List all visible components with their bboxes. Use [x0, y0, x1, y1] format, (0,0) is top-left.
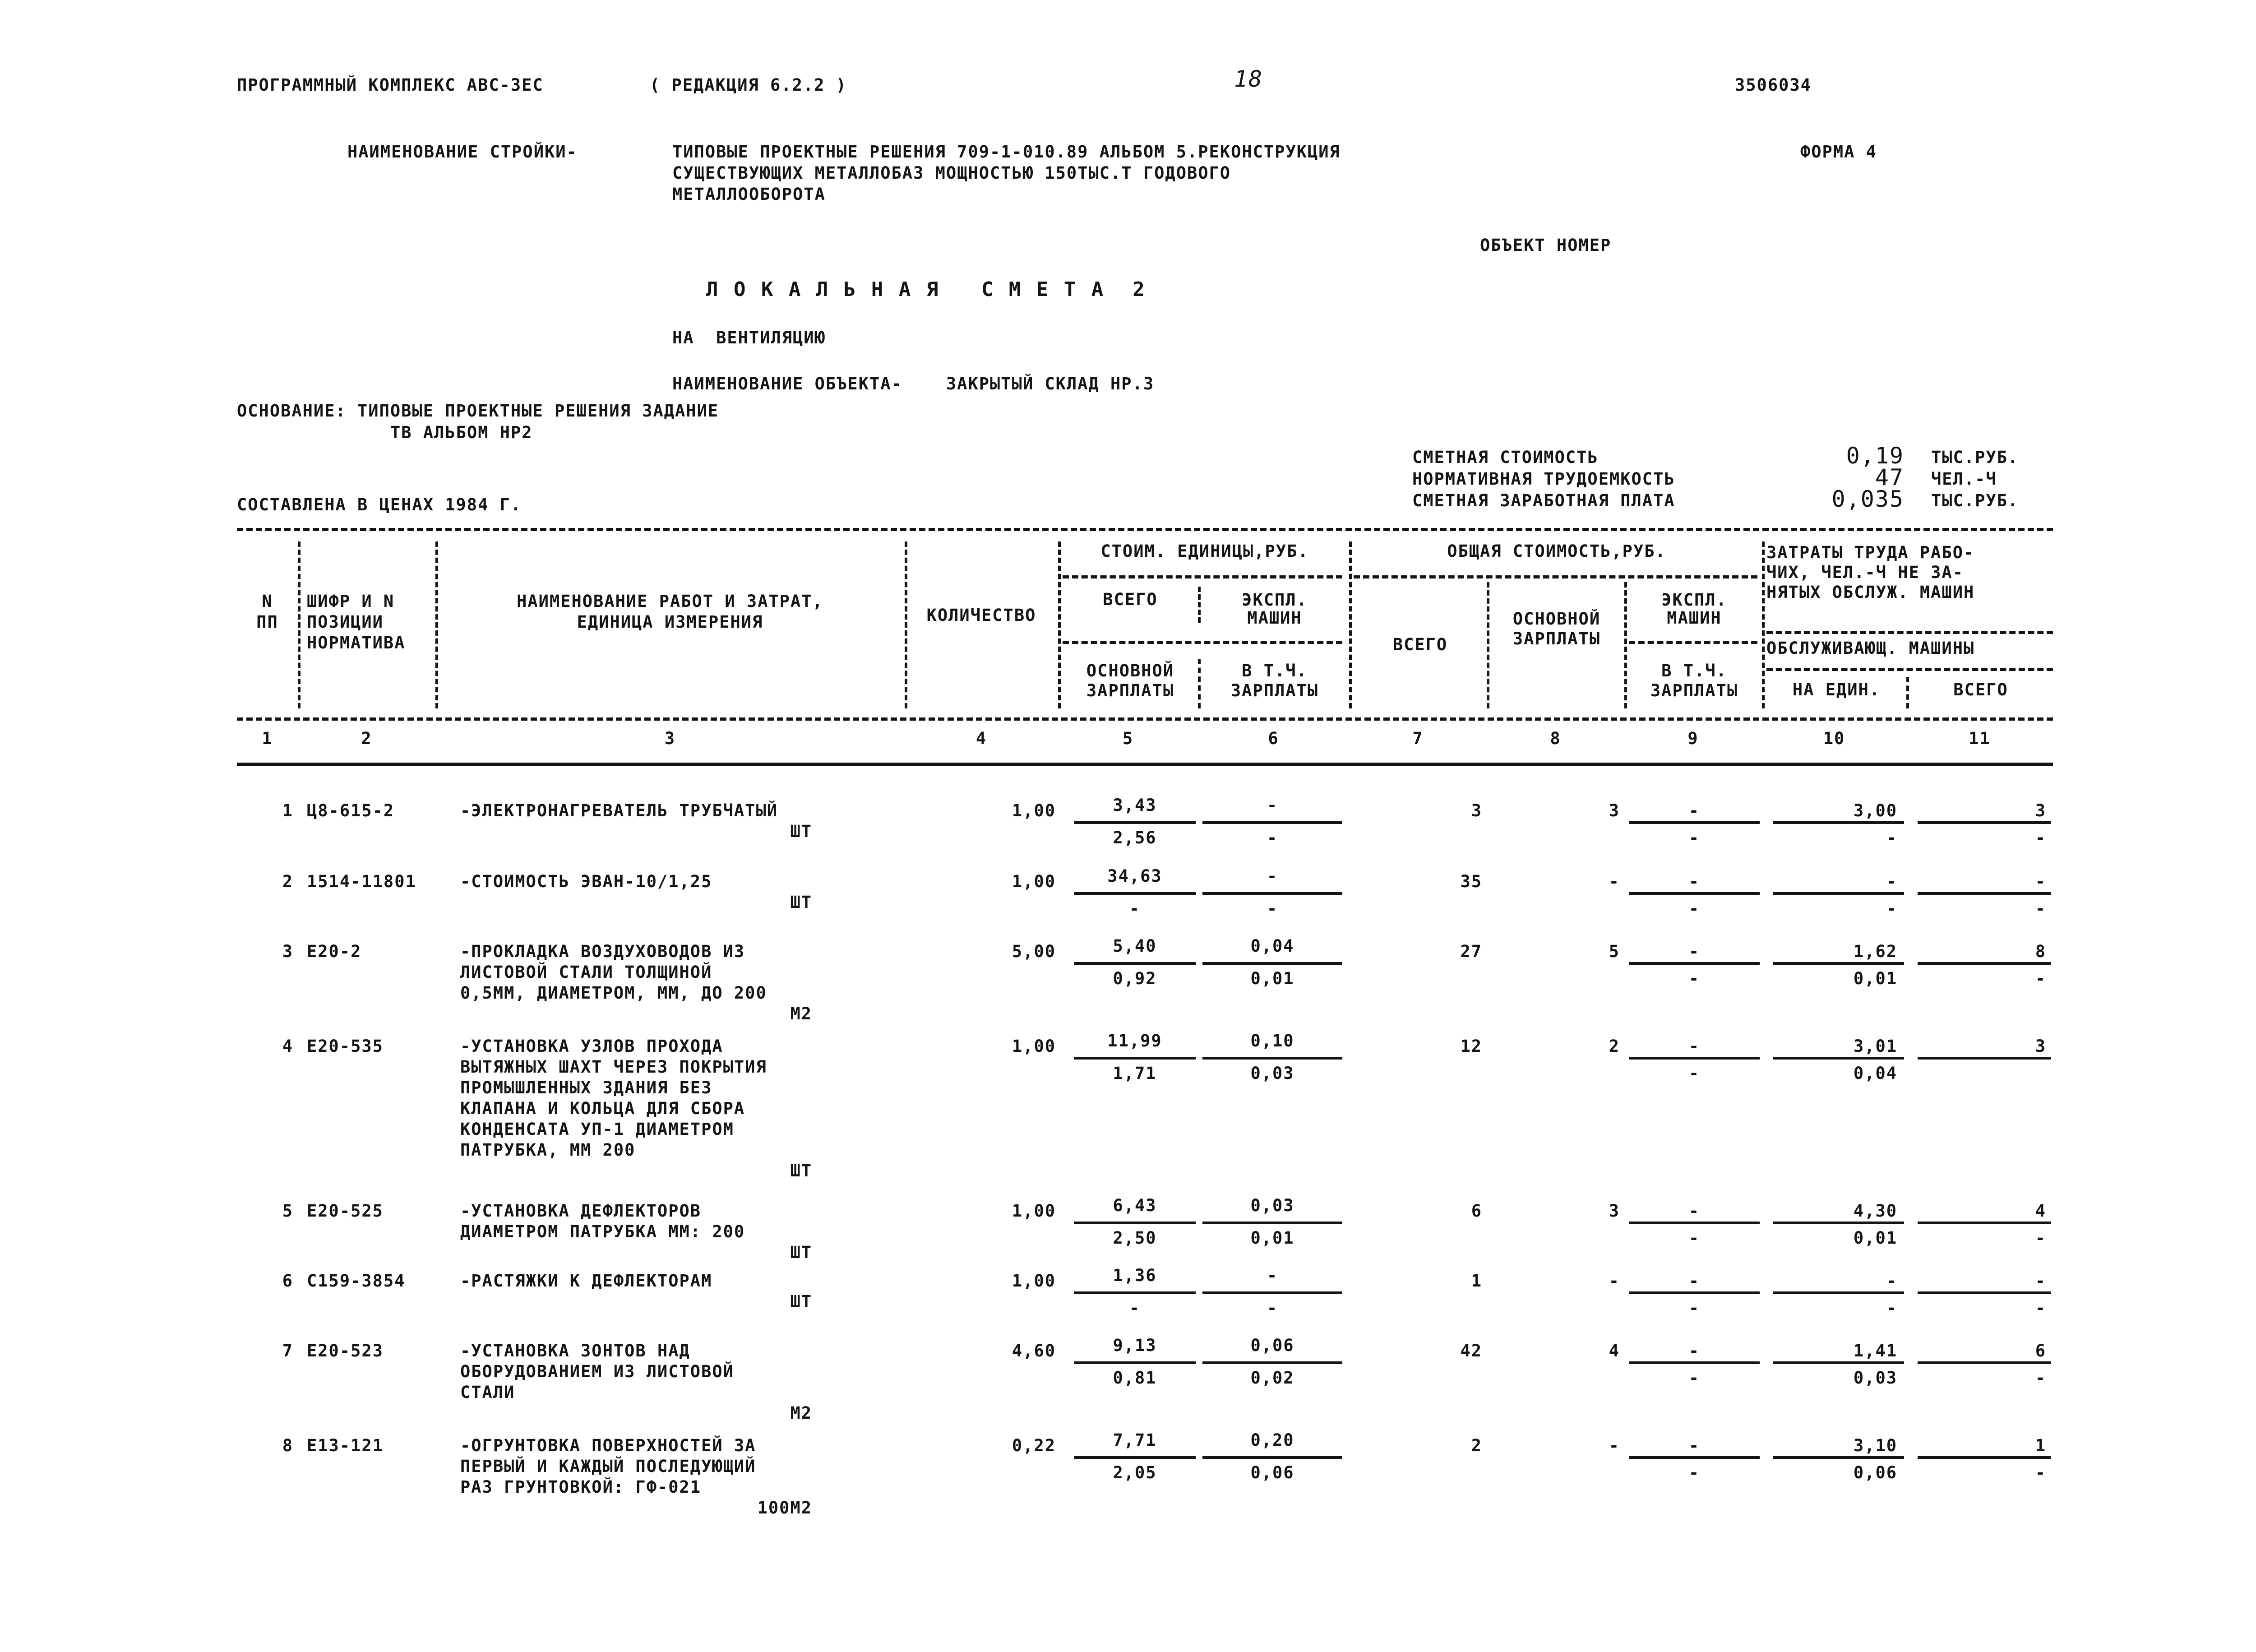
th-labor-service: ОБСЛУЖИВАЮЩ. МАШИНЫ — [1766, 639, 1975, 658]
row-unit-wage: 2,05 — [1113, 1463, 1157, 1482]
summary-value-labor: 47 — [1875, 464, 1904, 491]
construction-name-line-3: МЕТАЛЛООБОРОТА — [672, 185, 826, 204]
row-code: Ц8-615-2 — [307, 801, 395, 820]
row-code: Е13-121 — [307, 1436, 384, 1455]
th-labor-total: ВСЕГО — [1953, 680, 2008, 699]
row-labor-unit-service: 0,01 — [1853, 969, 1897, 988]
col-number-11: 11 — [1969, 729, 1991, 748]
col-number-3: 3 — [664, 729, 676, 748]
row-work-name-line: ОБОРУДОВАНИЕМ ИЗ ЛИСТОВОЙ — [460, 1362, 734, 1381]
page-number: 18 — [1234, 66, 1263, 92]
th-unit-cost: СТОИМ. ЕДИНИЦЫ,РУБ. — [1100, 541, 1309, 561]
row-unit-total: 11,99 — [1107, 1031, 1162, 1050]
col-separator — [1349, 541, 1352, 708]
header-bottom-rule — [237, 763, 2053, 766]
row-unit-machines: - — [1267, 796, 1278, 815]
row-unit-total: 34,63 — [1107, 866, 1162, 886]
construction-name-line-1: ТИПОВЫЕ ПРОЕКТНЫЕ РЕШЕНИЯ 709-1-010.89 АЛЬБОМ 5.РЕКОНСТРУКЦИЯ — [672, 142, 1341, 162]
row-unit-divider — [1074, 821, 1196, 824]
row-base-wage: - — [1609, 1436, 1620, 1455]
row-quantity: 1,00 — [1012, 1037, 1056, 1056]
row-unit: ШТ — [790, 822, 812, 841]
row-labor-unit: - — [1886, 872, 1897, 891]
row-labor-unit: - — [1886, 1271, 1897, 1291]
row-unit: ШТ — [790, 1243, 812, 1262]
row-quantity: 1,00 — [1012, 1271, 1056, 1291]
row-unit-wage: 0,81 — [1113, 1368, 1157, 1388]
document-title: Л О К А Л Ь Н А Я С М Е Т А 2 — [706, 278, 1146, 301]
row-labor-divider — [1773, 1291, 1904, 1294]
row-unit-machines: 0,10 — [1250, 1031, 1294, 1050]
row-labor-total: 6 — [2035, 1341, 2046, 1360]
row-unit-wage: - — [1129, 899, 1141, 918]
col-separator — [1762, 541, 1765, 708]
row-unit-machine-wage: 0,03 — [1250, 1064, 1294, 1083]
row-number: 2 — [282, 872, 293, 891]
col-separator — [1198, 587, 1201, 623]
row-unit-divider — [1202, 1057, 1342, 1060]
summary-unit-cost: ТЫС.РУБ. — [1931, 448, 2019, 467]
row-labor-unit-service: 0,03 — [1853, 1368, 1897, 1388]
row-work-name-line: -ОГРУНТОВКА ПОВЕРХНОСТЕЙ ЗА — [460, 1436, 756, 1455]
row-unit-machines: - — [1267, 1266, 1278, 1285]
row-base-wage: - — [1609, 872, 1620, 891]
row-labor-unit-service: 0,04 — [1853, 1064, 1897, 1083]
row-unit-total: 9,13 — [1113, 1336, 1157, 1355]
th-total-incl-wage: В Т.Ч. ЗАРПЛАТЫ — [1650, 661, 1738, 700]
row-unit-machine-wage: 0,06 — [1250, 1463, 1294, 1482]
summary-label-wage: СМЕТНАЯ ЗАРАБОТНАЯ ПЛАТА — [1412, 491, 1675, 510]
col-number-7: 7 — [1412, 729, 1424, 748]
row-quantity: 5,00 — [1012, 942, 1056, 961]
row-unit: ШТ — [790, 1292, 812, 1311]
row-work-name-line: КЛАПАНА И КОЛЬЦА ДЛЯ СБОРА — [460, 1099, 745, 1118]
row-quantity: 1,00 — [1012, 872, 1056, 891]
row-unit-divider — [1074, 892, 1196, 895]
row-total-divider — [1629, 1057, 1760, 1060]
row-base-wage: 4 — [1609, 1341, 1620, 1360]
row-unit-divider — [1202, 1361, 1342, 1364]
row-work-name-line: -ЭЛЕКТРОНАГРЕВАТЕЛЬ ТРУБЧАТЫЙ — [460, 801, 778, 820]
summary-unit-wage: ТЫС.РУБ. — [1931, 491, 2019, 510]
basis-line-1: ОСНОВАНИЕ: ТИПОВЫЕ ПРОЕКТНЫЕ РЕШЕНИЯ ЗАДАНИЕ — [237, 401, 719, 421]
th-total-base-wage: ОСНОВНОЙ ЗАРПЛАТЫ — [1512, 609, 1601, 648]
row-unit-divider — [1202, 1291, 1342, 1294]
row-labor-divider — [1773, 1222, 1904, 1224]
row-work-name-line: -ПРОКЛАДКА ВОЗДУХОВОДОВ ИЗ — [460, 942, 745, 961]
col-number-1: 1 — [262, 729, 273, 748]
row-labor-divider — [1918, 1057, 2051, 1060]
row-unit-total: 1,36 — [1113, 1266, 1157, 1285]
form-label: ФОРМА 4 — [1800, 142, 1877, 162]
row-machine-wage: - — [1688, 1463, 1700, 1482]
row-unit: ШТ — [790, 893, 812, 912]
row-machine-wage: - — [1688, 1228, 1700, 1248]
row-labor-total: 1 — [2035, 1436, 2046, 1455]
row-unit-divider — [1202, 1222, 1342, 1224]
row-unit-divider — [1202, 821, 1342, 824]
row-work-name-line: РАЗ ГРУНТОВКОЙ: ГФ-021 — [460, 1477, 702, 1497]
th-labor-unit: НА ЕДИН. — [1792, 680, 1881, 699]
basis-line-2: ТВ АЛЬБОМ НР2 — [390, 423, 533, 442]
col-separator — [1906, 677, 1909, 708]
row-code: Е20-535 — [307, 1037, 384, 1056]
col-number-5: 5 — [1122, 729, 1134, 748]
row-number: 3 — [282, 942, 293, 961]
row-unit-total: 3,43 — [1113, 796, 1157, 815]
row-code: Е20-2 — [307, 942, 362, 961]
object-number-label: ОБЪЕКТ НОМЕР — [1480, 236, 1612, 255]
row-unit-total: 5,40 — [1113, 936, 1157, 956]
object-name: НАИМЕНОВАНИЕ ОБЪЕКТА- ЗАКРЫТЫЙ СКЛАД НР.3 — [672, 374, 1155, 393]
th-unit-total: ВСЕГО — [1103, 590, 1158, 609]
row-unit: М2 — [790, 1004, 812, 1023]
row-unit-machines: 0,04 — [1250, 936, 1294, 956]
header-sub-rule — [1629, 641, 1757, 644]
row-labor-unit: 4,30 — [1853, 1201, 1897, 1221]
row-labor-total: - — [2035, 1271, 2046, 1291]
row-unit-total: 6,43 — [1113, 1196, 1157, 1215]
row-code: Е20-525 — [307, 1201, 384, 1221]
row-labor-divider — [1918, 1456, 2051, 1459]
summary-label-cost: СМЕТНАЯ СТОИМОСТЬ — [1412, 448, 1599, 467]
row-labor-total-service: - — [2035, 1463, 2046, 1482]
row-base-wage: 3 — [1609, 1201, 1620, 1221]
header-sub-rule — [1766, 631, 2053, 634]
row-number: 4 — [282, 1037, 293, 1056]
row-total-divider — [1629, 1222, 1760, 1224]
row-work-name-line: -УСТАНОВКА УЗЛОВ ПРОХОДА — [460, 1037, 723, 1056]
row-labor-unit: 3,10 — [1853, 1436, 1897, 1455]
row-base-wage: 5 — [1609, 942, 1620, 961]
header-top-rule — [237, 528, 2053, 531]
row-work-name-line: -УСТАНОВКА ДЕФЛЕКТОРОВ — [460, 1201, 702, 1221]
row-work-name-line: ПАТРУБКА, ММ 200 — [460, 1140, 636, 1160]
row-unit-divider — [1202, 892, 1342, 895]
row-unit: ШТ — [790, 1161, 812, 1180]
row-labor-divider — [1773, 962, 1904, 965]
row-labor-unit: 3,00 — [1853, 801, 1897, 820]
row-unit-machine-wage: 0,01 — [1250, 969, 1294, 988]
row-total: 42 — [1460, 1341, 1482, 1360]
row-machines: - — [1688, 872, 1700, 891]
row-machines: - — [1688, 1341, 1700, 1360]
row-labor-total-service: - — [2035, 828, 2046, 847]
row-unit-wage: 1,71 — [1113, 1064, 1157, 1083]
row-number: 1 — [282, 801, 293, 820]
row-total-divider — [1629, 1456, 1760, 1459]
row-labor-total: 3 — [2035, 801, 2046, 820]
row-unit-divider — [1074, 1291, 1196, 1294]
row-labor-divider — [1773, 1456, 1904, 1459]
th-code: ШИФР И N ПОЗИЦИИ НОРМАТИВА — [307, 592, 406, 652]
header-mid-rule — [237, 717, 2053, 721]
row-labor-divider — [1773, 892, 1904, 895]
row-total: 27 — [1460, 942, 1482, 961]
row-number: 6 — [282, 1271, 293, 1291]
col-separator — [1058, 541, 1061, 708]
row-unit-wage: 0,92 — [1113, 969, 1157, 988]
program-edition: ( РЕДАКЦИЯ 6.2.2 ) — [650, 75, 847, 95]
row-base-wage: 2 — [1609, 1037, 1620, 1056]
th-total-cost: ОБЩАЯ СТОИМОСТЬ,РУБ. — [1447, 541, 1666, 561]
row-quantity: 1,00 — [1012, 1201, 1056, 1221]
row-total: 3 — [1471, 801, 1482, 820]
row-unit: М2 — [790, 1403, 812, 1423]
row-total: 35 — [1460, 872, 1482, 891]
program-name: ПРОГРАММНЫЙ КОМПЛЕКС АВС-ЗЕС — [237, 75, 544, 95]
row-machine-wage: - — [1688, 1368, 1700, 1388]
row-unit-machines: - — [1267, 866, 1278, 886]
row-unit-divider — [1202, 1456, 1342, 1459]
th-work-name: НАИМЕНОВАНИЕ РАБОТ И ЗАТРАТ, ЕДИНИЦА ИЗМЕРЕНИЯ — [517, 592, 823, 632]
row-unit-machine-wage: - — [1267, 899, 1278, 918]
row-labor-divider — [1918, 962, 2051, 965]
th-quantity: КОЛИЧЕСТВО — [926, 606, 1036, 625]
row-machines: - — [1688, 942, 1700, 961]
col-separator — [1198, 659, 1201, 708]
th-number: N ПП — [256, 592, 278, 632]
row-labor-unit-service: 0,01 — [1853, 1228, 1897, 1248]
col-number-10: 10 — [1823, 729, 1845, 748]
row-work-name-line: 0,5ММ, ДИАМЕТРОМ, ММ, ДО 200 — [460, 983, 767, 1003]
row-work-name-line: ПРОМЫШЛЕННЫХ ЗДАНИЯ БЕЗ — [460, 1078, 712, 1097]
row-quantity: 0,22 — [1012, 1436, 1056, 1455]
row-base-wage: 3 — [1609, 801, 1620, 820]
row-labor-unit: 1,62 — [1853, 942, 1897, 961]
row-unit-total: 7,71 — [1113, 1430, 1157, 1450]
row-unit-divider — [1074, 1456, 1196, 1459]
row-labor-total-service: - — [2035, 1368, 2046, 1388]
th-total-machines: ЭКСПЛ. МАШИН — [1661, 590, 1727, 628]
row-unit-divider — [1202, 962, 1342, 965]
row-labor-divider — [1918, 1291, 2051, 1294]
construction-name-line-2: СУЩЕСТВУЮЩИХ МЕТАЛЛОБАЗ МОЩНОСТЬЮ 150ТЫС.Т ГОДОВОГО — [672, 163, 1231, 183]
row-labor-total: 3 — [2035, 1037, 2046, 1056]
summary-label-labor: НОРМАТИВНАЯ ТРУДОЕМКОСТЬ — [1412, 469, 1675, 489]
summary-value-wage: 0,035 — [1831, 486, 1904, 512]
col-number-9: 9 — [1687, 729, 1699, 748]
row-base-wage: - — [1609, 1271, 1620, 1291]
row-unit-machines: 0,03 — [1250, 1196, 1294, 1215]
th-unit-machines: ЭКСПЛ. МАШИН — [1242, 590, 1308, 628]
col-separator — [905, 541, 907, 708]
row-code: Е20-523 — [307, 1341, 384, 1360]
row-work-name-line: СТАЛИ — [460, 1383, 515, 1402]
row-labor-total-service: - — [2035, 1228, 2046, 1248]
row-total: 2 — [1471, 1436, 1482, 1455]
row-work-name-line: ВЫТЯЖНЫХ ШАХТ ЧЕРЕЗ ПОКРЫТИЯ — [460, 1057, 767, 1077]
row-labor-divider — [1773, 1057, 1904, 1060]
row-work-name-line: ЛИСТОВОЙ СТАЛИ ТОЛЩИНОЙ — [460, 963, 712, 982]
row-work-name-line: ДИАМЕТРОМ ПАТРУБКА ММ: 200 — [460, 1222, 745, 1241]
row-total-divider — [1629, 962, 1760, 965]
prices-basis: СОСТАВЛЕНА В ЦЕНАХ 1984 Г. — [237, 495, 522, 514]
row-unit-divider — [1074, 1222, 1196, 1224]
col-number-8: 8 — [1550, 729, 1561, 748]
row-unit-wage: 2,50 — [1113, 1228, 1157, 1248]
row-machines: - — [1688, 1271, 1700, 1291]
row-unit: 100М2 — [757, 1498, 812, 1518]
row-labor-unit-service: - — [1886, 1298, 1897, 1318]
row-code: С159-3854 — [307, 1271, 406, 1291]
row-unit-wage: - — [1129, 1298, 1141, 1318]
row-labor-unit: 3,01 — [1853, 1037, 1897, 1056]
row-unit-wage: 2,56 — [1113, 828, 1157, 847]
summary-value-cost: 0,19 — [1846, 443, 1904, 469]
row-unit-machine-wage: 0,01 — [1250, 1228, 1294, 1248]
row-number: 5 — [282, 1201, 293, 1221]
row-labor-unit-service: - — [1886, 828, 1897, 847]
row-labor-total: 4 — [2035, 1201, 2046, 1221]
row-machine-wage: - — [1688, 969, 1700, 988]
row-machines: - — [1688, 1037, 1700, 1056]
row-unit-machines: 0,06 — [1250, 1336, 1294, 1355]
row-total-divider — [1629, 892, 1760, 895]
header-sub-rule — [1063, 575, 1342, 578]
row-labor-divider — [1918, 892, 2051, 895]
row-number: 7 — [282, 1341, 293, 1360]
header-sub-rule — [1063, 641, 1342, 644]
summary-unit-labor: ЧЕЛ.-Ч — [1931, 469, 1997, 489]
header-sub-rule — [1354, 575, 1757, 578]
row-labor-divider — [1918, 1361, 2051, 1364]
row-total-divider — [1629, 821, 1760, 824]
th-unit-incl-wage: В Т.Ч. ЗАРПЛАТЫ — [1230, 661, 1319, 700]
row-code: 1514-11801 — [307, 872, 416, 891]
row-labor-total: - — [2035, 872, 2046, 891]
row-labor-total-service: - — [2035, 899, 2046, 918]
col-number-6: 6 — [1268, 729, 1279, 748]
row-labor-divider — [1918, 1222, 2051, 1224]
col-separator — [298, 541, 300, 708]
th-labor: ЗАТРАТЫ ТРУДА РАБО- ЧИХ, ЧЕЛ.-Ч НЕ ЗА- НЯТЫХ ОБСЛУЖ. МАШИН — [1766, 543, 1975, 602]
th-unit-base-wage: ОСНОВНОЙ ЗАРПЛАТЫ — [1086, 661, 1174, 700]
row-labor-divider — [1918, 821, 2051, 824]
row-quantity: 4,60 — [1012, 1341, 1056, 1360]
row-unit-machine-wage: - — [1267, 1298, 1278, 1318]
document-subtitle: НА ВЕНТИЛЯЦИЮ — [672, 328, 826, 347]
row-labor-divider — [1773, 821, 1904, 824]
row-labor-divider — [1773, 1361, 1904, 1364]
row-total: 12 — [1460, 1037, 1482, 1056]
row-unit-divider — [1074, 1361, 1196, 1364]
col-number-2: 2 — [361, 729, 372, 748]
row-unit-machine-wage: - — [1267, 828, 1278, 847]
row-labor-total-service: - — [2035, 1298, 2046, 1318]
row-total-divider — [1629, 1291, 1760, 1294]
row-work-name-line: -СТОИМОСТЬ ЭВАН-10/1,25 — [460, 872, 712, 891]
row-labor-total-service: - — [2035, 969, 2046, 988]
row-labor-unit-service: 0,06 — [1853, 1463, 1897, 1482]
row-total: 6 — [1471, 1201, 1482, 1221]
row-machine-wage: - — [1688, 1298, 1700, 1318]
row-work-name-line: ПЕРВЫЙ И КАЖДЫЙ ПОСЛЕДУЮЩИЙ — [460, 1457, 756, 1476]
row-machines: - — [1688, 1436, 1700, 1455]
row-unit-divider — [1074, 1057, 1196, 1060]
col-number-4: 4 — [975, 729, 987, 748]
row-machines: - — [1688, 1201, 1700, 1221]
row-work-name-line: -РАСТЯЖКИ К ДЕФЛЕКТОРАМ — [460, 1271, 712, 1291]
row-work-name-line: КОНДЕНСАТА УП-1 ДИАМЕТРОМ — [460, 1120, 734, 1139]
row-total: 1 — [1471, 1271, 1482, 1291]
construction-name-label: НАИМЕНОВАНИЕ СТРОЙКИ- — [347, 142, 578, 162]
row-machine-wage: - — [1688, 1064, 1700, 1083]
header-sub-rule — [1766, 668, 2053, 671]
row-work-name-line: -УСТАНОВКА ЗОНТОВ НАД — [460, 1341, 690, 1360]
row-unit-machines: 0,20 — [1250, 1430, 1294, 1450]
row-quantity: 1,00 — [1012, 801, 1056, 820]
th-total-all: ВСЕГО — [1392, 635, 1448, 654]
row-unit-divider — [1074, 962, 1196, 965]
document-code: 3506034 — [1735, 75, 1812, 95]
row-number: 8 — [282, 1436, 293, 1455]
row-labor-unit-service: - — [1886, 899, 1897, 918]
row-machine-wage: - — [1688, 828, 1700, 847]
row-total-divider — [1629, 1361, 1760, 1364]
row-labor-total: 8 — [2035, 942, 2046, 961]
row-machines: - — [1688, 801, 1700, 820]
row-labor-unit: 1,41 — [1853, 1341, 1897, 1360]
row-machine-wage: - — [1688, 899, 1700, 918]
row-unit-machine-wage: 0,02 — [1250, 1368, 1294, 1388]
